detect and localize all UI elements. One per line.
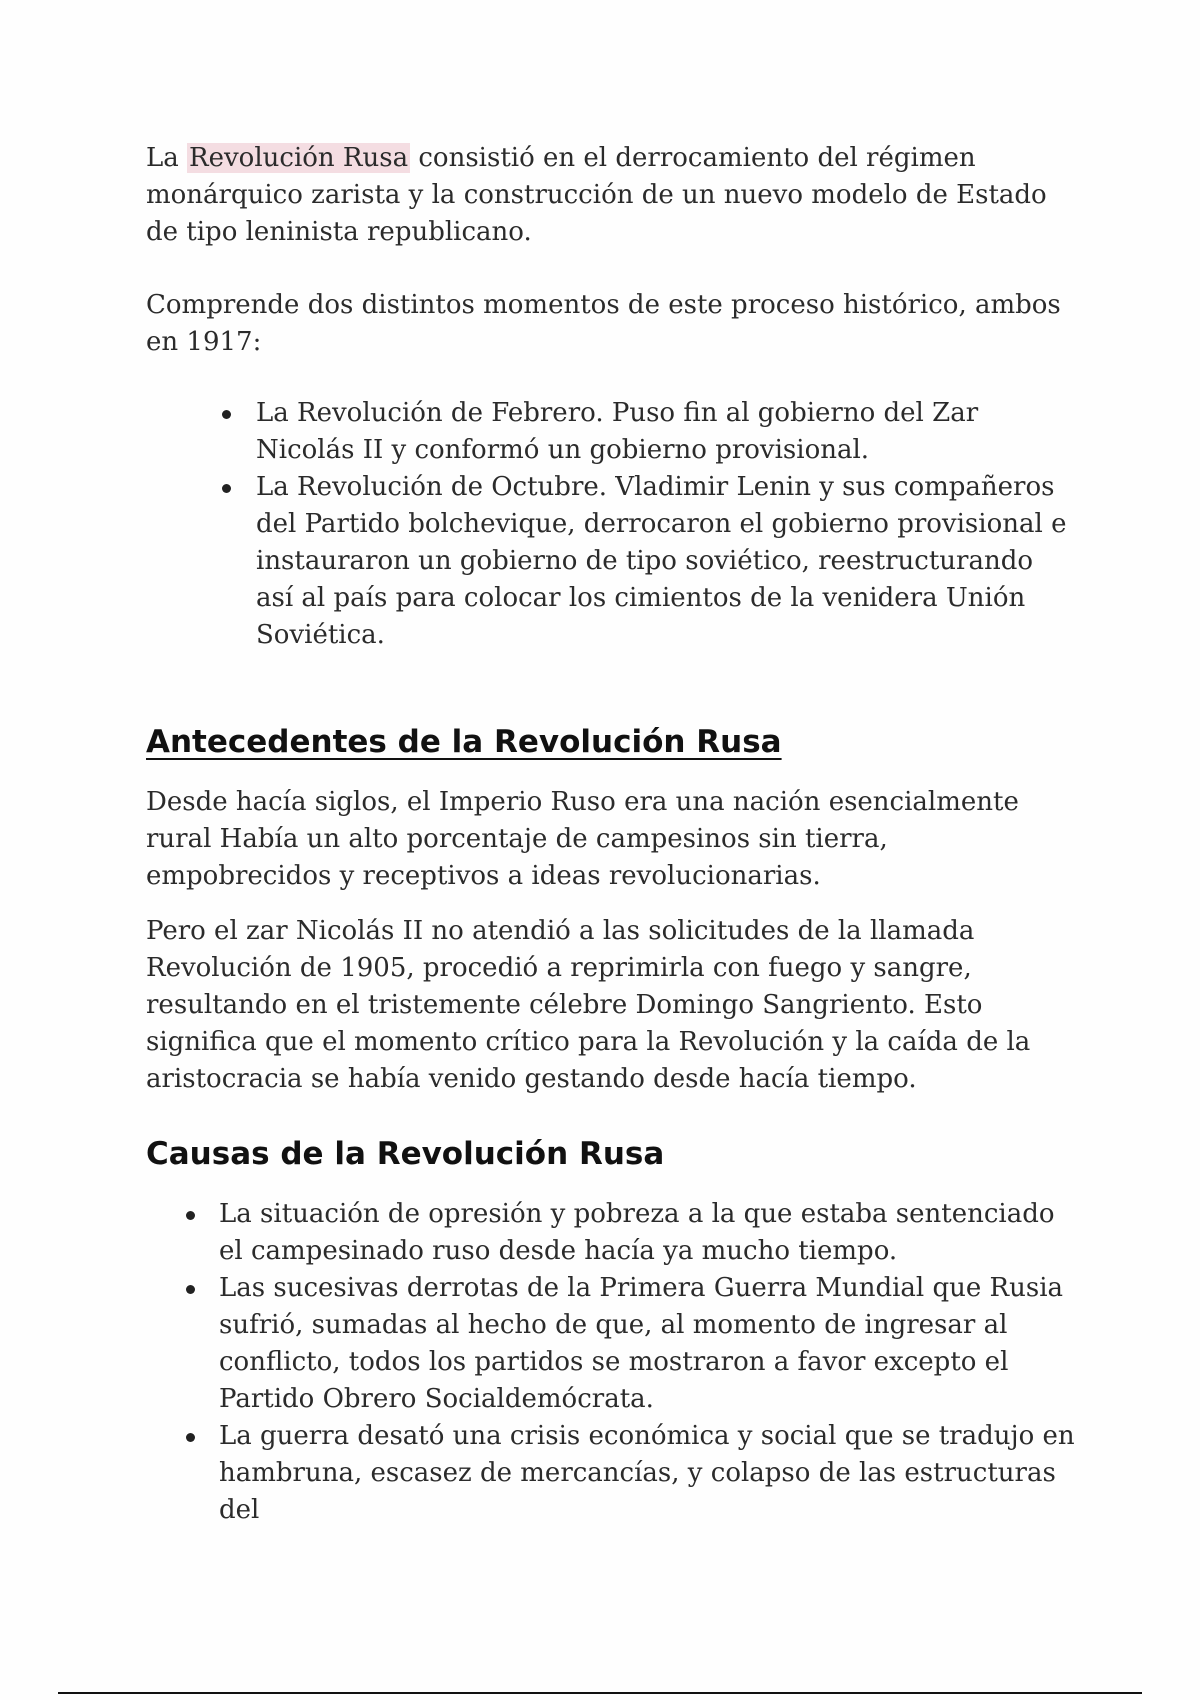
document-body xyxy=(146,140,1076,1529)
list-item: La Revolución de Febrero. Puso fin al gobierno del Zar Nicolás II y conformó un gobierno provisional. xyxy=(146,395,1076,469)
intro-post: consistió en el derrocamiento del régimen monárquico zarista y la construcción de un nuevo modelo de Estado de tipo leninista republicano. xyxy=(146,143,1047,247)
antecedentes-paragraph-2: Pero el zar Nicolás II no atendió a las solicitudes de la llamada Revolución de 1905, procedió a reprimirla con fuego y sangre, resultando en el tristemente célebre Domingo Sangriento. Esto significa que el momento crítico para la Revolución y la caída de la aristocracia se había venido gestando desde hacía tiempo. xyxy=(146,916,1031,1094)
antecedentes-heading: Antecedentes de la Revolución Rusa xyxy=(146,724,782,760)
list-item: Las sucesivas derrotas de la Primera Guerra Mundial que Rusia sufrió, sumadas al hecho de que, al momento de ingresar al conflicto, todos los partidos se mostraron a favor excepto el Partido Obrero Socialdemócrata. xyxy=(146,1270,1076,1418)
intro-pre: La xyxy=(146,143,188,173)
page-bottom-rule xyxy=(58,1692,1142,1694)
list-item: La guerra desató una crisis económica y social que se tradujo en hambruna, escasez de mercancías, y colapso de las estructuras del xyxy=(146,1418,1076,1529)
causas-heading: Causas de la Revolución Rusa xyxy=(146,1136,665,1172)
list-item: La Revolución de Octubre. Vladimir Lenin y sus compañeros del Partido bolchevique, derrocaron el gobierno provisional e instauraron un gobierno de tipo soviético, reestructurando así al país para colocar los cimientos de la venidera Unión Soviética. xyxy=(146,469,1076,654)
intro-paragraph xyxy=(146,140,1076,251)
comprende-paragraph: Comprende dos distintos momentos de este proceso histórico, ambos en 1917: xyxy=(146,290,1061,357)
highlighted-term: Revolución Rusa xyxy=(189,143,409,173)
momentos-list xyxy=(146,395,1076,654)
causas-list xyxy=(146,1196,1076,1529)
list-item: La situación de opresión y pobreza a la que estaba sentenciado el campesinado ruso desde hacía ya mucho tiempo. xyxy=(146,1196,1076,1270)
antecedentes-paragraph-1: Desde hacía siglos, el Imperio Ruso era una nación esencialmente rural Había un alto porcentaje de campesinos sin tierra, empobrecidos y receptivos a ideas revolucionarias. xyxy=(146,787,1019,891)
